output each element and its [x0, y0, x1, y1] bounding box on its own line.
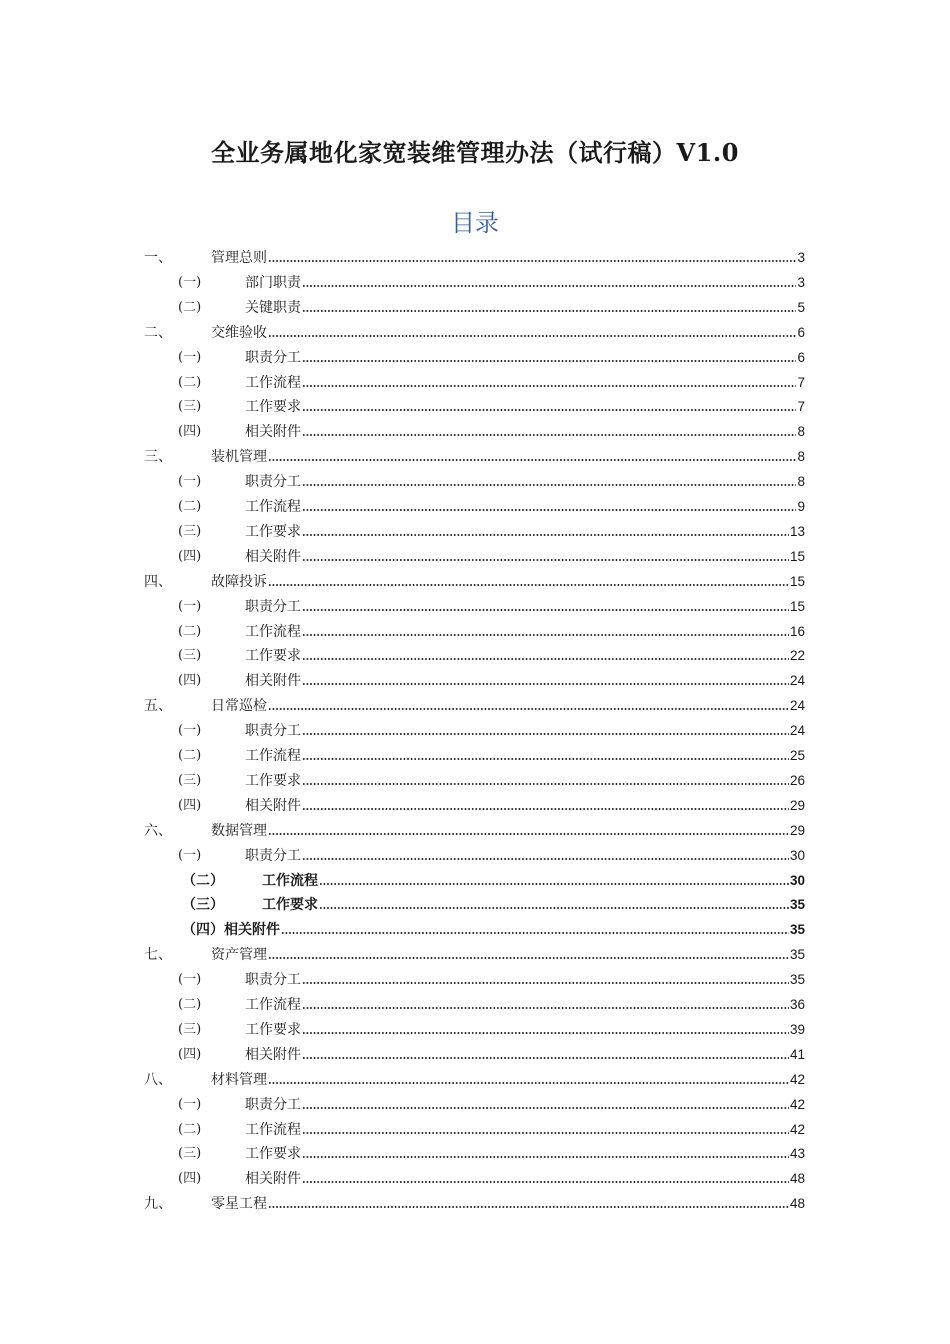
toc-entry-number: (一) [178, 1096, 202, 1112]
toc-entry-label: 故障投诉 [211, 573, 267, 590]
toc-entry[interactable] [178, 1016, 805, 1038]
toc-dot-leader [302, 857, 789, 861]
toc-entry-number: 八、 [144, 1071, 172, 1088]
toc-entry[interactable] [178, 991, 805, 1013]
toc-entry-label: 工作要求 [245, 523, 301, 540]
toc-entry-number: (一) [178, 274, 202, 290]
toc-entry-label: 资产管理 [211, 947, 267, 964]
toc-dot-leader [302, 1180, 789, 1184]
toc-entry-page-number: 15 [789, 573, 805, 589]
toc-entry-label: 工作要求 [245, 1021, 301, 1038]
toc-dot-leader [302, 1131, 789, 1135]
toc-dot-leader [302, 433, 796, 437]
toc-entry-number: （三） [182, 897, 224, 914]
toc-entry-label: 零星工程 [211, 1196, 267, 1213]
toc-entry-label: 装机管理 [211, 449, 267, 466]
toc-entry-number: 五、 [144, 698, 172, 715]
toc-entry[interactable] [144, 1066, 805, 1088]
toc-entry[interactable] [144, 319, 805, 341]
toc-dot-leader [302, 384, 796, 388]
toc-dot-leader [302, 483, 796, 487]
toc-entry-number: (四) [178, 548, 202, 564]
toc-entry[interactable] [182, 867, 805, 889]
toc-entry-number: (三) [178, 1146, 202, 1162]
toc-entry-number: (一) [178, 474, 202, 490]
toc-entry-page-number: 42 [789, 1071, 805, 1087]
toc-dot-leader [268, 707, 789, 711]
toc-entry-number: (二) [178, 1121, 202, 1137]
toc-entry[interactable] [144, 244, 805, 266]
toc-entry-page-number: 26 [789, 772, 805, 788]
toc-entry-page-number: 24 [789, 673, 805, 689]
toc-entry-label: 相关附件 [245, 1171, 301, 1188]
toc-entry-label: 职责分工 [245, 723, 301, 740]
toc-entry-page-number: 48 [789, 1196, 805, 1212]
toc-entry-page-number: 39 [789, 1021, 805, 1037]
toc-entry-page-number: 48 [789, 1171, 805, 1187]
toc-entry-label: 工作流程 [245, 748, 301, 764]
toc-entry-number: (二) [178, 499, 202, 514]
toc-entry-label: 相关附件 [245, 673, 301, 690]
toc-dot-leader [302, 633, 789, 637]
toc-entry-page-number: 35 [789, 922, 805, 938]
toc-entry[interactable] [144, 817, 805, 839]
toc-dot-leader [302, 309, 796, 313]
toc-entry-number: (三) [178, 1021, 202, 1037]
toc-entry-number: (一) [178, 723, 202, 739]
toc-entry-label: 日常巡检 [211, 698, 267, 715]
toc-entry[interactable] [178, 269, 805, 291]
toc-dot-leader [268, 832, 789, 836]
toc-dot-leader [268, 956, 789, 960]
toc-entry-label: 工作要求 [262, 897, 318, 914]
toc-heading: 目录 [451, 209, 499, 237]
toc-entry-number: (二) [178, 374, 202, 390]
toc-entry[interactable] [178, 493, 805, 515]
toc-entry-label: 工作要求 [245, 772, 301, 789]
toc-dot-leader [319, 882, 789, 886]
toc-dot-leader [302, 1155, 789, 1159]
toc-entry-label: 工作流程 [245, 997, 301, 1013]
toc-entry-page-number: 43 [789, 1146, 805, 1162]
toc-entry-page-number: 35 [789, 897, 805, 913]
toc-entry-page-number: 30 [789, 847, 805, 863]
toc-entry-label: 职责分工 [245, 1096, 301, 1113]
toc-entry-page-number: 8 [797, 449, 805, 465]
toc-entry[interactable] [182, 891, 805, 913]
toc-dot-leader [302, 1056, 789, 1060]
toc-entry-label: 工作要求 [245, 399, 301, 416]
toc-entry-number: 二、 [144, 324, 172, 341]
toc-entry-number: 一、 [144, 250, 172, 266]
toc-entry-number: （二） [182, 872, 224, 889]
document-title: 全业务属地化家宽装维管理办法（试行稿）V1.0 [211, 138, 739, 167]
toc-entry[interactable] [178, 294, 805, 316]
toc-entry-page-number: 35 [789, 947, 805, 963]
toc-entry-label: 交维验收 [211, 324, 267, 341]
toc-entry-label: 相关附件 [245, 424, 301, 441]
toc-entry-number: (四) [178, 673, 202, 689]
toc-entry[interactable] [178, 344, 805, 366]
toc-entry-number: (二) [178, 748, 202, 763]
toc-dot-leader [302, 1106, 789, 1110]
toc-dot-leader [302, 284, 796, 288]
toc-entry-page-number: 35 [789, 972, 805, 988]
toc-entry-label: 工作流程 [262, 872, 318, 889]
toc-dot-leader [268, 458, 796, 462]
toc-entry[interactable] [182, 916, 805, 938]
toc-entry[interactable] [178, 369, 805, 391]
toc-dot-leader [268, 259, 796, 263]
toc-dot-leader [302, 981, 789, 985]
toc-entry[interactable] [178, 792, 805, 814]
toc-entry-number: (二) [178, 299, 202, 315]
toc-entry-number: (三) [178, 648, 202, 664]
toc-dot-leader [268, 334, 796, 338]
toc-dot-leader [302, 533, 789, 537]
toc-entry-label: 相关附件 [245, 1046, 301, 1063]
toc-entry[interactable] [178, 518, 805, 540]
toc-entry-number: 四、 [144, 573, 172, 590]
toc-entry-label: 相关附件 [224, 922, 280, 939]
toc-dot-leader [268, 583, 789, 587]
toc-entry-number: (四) [178, 1171, 202, 1187]
toc-entry[interactable] [144, 1190, 805, 1212]
toc-entry-label: 管理总则 [211, 250, 267, 266]
toc-entry-number: (三) [178, 523, 202, 539]
toc-entry[interactable] [178, 468, 805, 490]
toc-entry[interactable] [178, 418, 805, 440]
toc-entry-page-number: 36 [789, 997, 805, 1012]
toc-entry-page-number: 6 [797, 324, 805, 340]
toc-entry-number: 九、 [144, 1196, 172, 1213]
toc-dot-leader [302, 682, 789, 686]
toc-entry[interactable] [178, 1116, 805, 1138]
toc-entry-number: (一) [178, 349, 202, 365]
toc-entry-label: 相关附件 [245, 548, 301, 565]
toc-entry-number: (三) [178, 772, 202, 788]
toc-entry-page-number: 30 [789, 872, 805, 888]
toc-entry-page-number: 7 [797, 399, 805, 415]
toc-entry[interactable] [178, 593, 805, 615]
toc-entry-page-number: 6 [797, 349, 805, 365]
toc-entry-page-number: 25 [789, 748, 805, 763]
toc-entry-number: 七、 [144, 947, 172, 964]
toc-entry-page-number: 3 [797, 274, 805, 290]
toc-entry-label: 职责分工 [245, 474, 301, 491]
toc-entry-number: 六、 [144, 822, 172, 839]
toc-dot-leader [302, 1031, 789, 1035]
toc-entry-page-number: 15 [789, 598, 805, 614]
toc-entry-number: (四) [178, 424, 202, 440]
toc-entry-label: 材料管理 [211, 1071, 267, 1088]
toc-entry-label: 职责分工 [245, 847, 301, 864]
toc-entry-number: (一) [178, 598, 202, 614]
toc-dot-leader [319, 906, 789, 910]
toc-entry-label: 数据管理 [211, 822, 267, 839]
toc-dot-leader [268, 1081, 789, 1085]
toc-entry-number: (二) [178, 623, 202, 639]
toc-entry-number: (四) [178, 797, 202, 813]
toc-entry[interactable] [178, 742, 805, 764]
toc-entry-page-number: 42 [789, 1121, 805, 1137]
toc-entry-number: (二) [178, 997, 202, 1012]
toc-entry-page-number: 3 [797, 250, 805, 265]
toc-entry-page-number: 22 [789, 648, 805, 664]
toc-entry-label: 工作流程 [245, 623, 301, 640]
toc-entry-number: (四) [178, 1046, 202, 1062]
toc-entry-number: (一) [178, 972, 202, 988]
toc-dot-leader [268, 1205, 789, 1209]
toc-entry-page-number: 16 [789, 623, 805, 639]
toc-entry[interactable] [178, 717, 805, 739]
toc-dot-leader [302, 732, 789, 736]
toc-entry[interactable] [144, 941, 805, 963]
toc-entry-page-number: 8 [797, 474, 805, 490]
toc-entry[interactable] [178, 1165, 805, 1187]
toc-dot-leader [302, 508, 796, 512]
toc-entry[interactable] [178, 1041, 805, 1063]
toc-entry-page-number: 24 [789, 723, 805, 739]
toc-entry-page-number: 29 [789, 822, 805, 838]
toc-entry-page-number: 13 [789, 523, 805, 539]
toc-entry-label: 部门职责 [245, 274, 301, 291]
toc-entry-number: (一) [178, 847, 202, 863]
toc-entry-page-number: 5 [797, 299, 805, 315]
toc-entry-page-number: 9 [797, 499, 805, 514]
toc-entry-label: 职责分工 [245, 349, 301, 366]
toc-dot-leader [302, 1006, 789, 1010]
toc-dot-leader [302, 807, 789, 811]
toc-entry-label: 工作流程 [245, 499, 301, 515]
toc-entry-label: 职责分工 [245, 972, 301, 989]
toc-entry-label: 相关附件 [245, 797, 301, 814]
toc-entry-number: （四） [182, 922, 224, 939]
toc-entry-page-number: 41 [789, 1046, 805, 1062]
toc-entry[interactable] [144, 568, 805, 590]
toc-entry-page-number: 8 [797, 424, 805, 440]
toc-entry-number: 三、 [144, 449, 172, 466]
toc-entry[interactable] [144, 443, 805, 465]
toc-dot-leader [302, 782, 789, 786]
toc-entry-page-number: 7 [797, 374, 805, 390]
toc-entry-label: 工作流程 [245, 374, 301, 391]
toc-dot-leader [302, 359, 796, 363]
toc-dot-leader [302, 558, 789, 562]
toc-entry[interactable] [178, 966, 805, 988]
toc-entry[interactable] [144, 692, 805, 714]
toc-entry-label: 工作要求 [245, 1146, 301, 1163]
toc-entry[interactable] [178, 543, 805, 565]
toc-entry-page-number: 24 [789, 698, 805, 714]
toc-entry-label: 工作要求 [245, 648, 301, 665]
toc-entry-label: 关键职责 [245, 299, 301, 316]
toc-entry[interactable] [178, 842, 805, 864]
toc-entry[interactable] [178, 667, 805, 689]
toc-entry-page-number: 42 [789, 1096, 805, 1112]
toc-dot-leader [302, 657, 789, 661]
toc-dot-leader [281, 931, 789, 935]
toc-entry-label: 职责分工 [245, 598, 301, 615]
toc-entry[interactable] [178, 1091, 805, 1113]
toc-entry-page-number: 29 [789, 797, 805, 813]
toc-entry-number: (三) [178, 399, 202, 415]
toc-dot-leader [302, 408, 796, 412]
toc-entry[interactable] [178, 1140, 805, 1162]
toc-entry-label: 工作流程 [245, 1121, 301, 1138]
toc-entry[interactable] [178, 618, 805, 640]
toc-dot-leader [302, 608, 789, 612]
toc-dot-leader [302, 757, 789, 761]
toc-entry[interactable] [178, 393, 805, 415]
toc-entry-page-number: 15 [789, 548, 805, 564]
toc-entry[interactable] [178, 767, 805, 789]
toc-entry[interactable] [178, 642, 805, 664]
